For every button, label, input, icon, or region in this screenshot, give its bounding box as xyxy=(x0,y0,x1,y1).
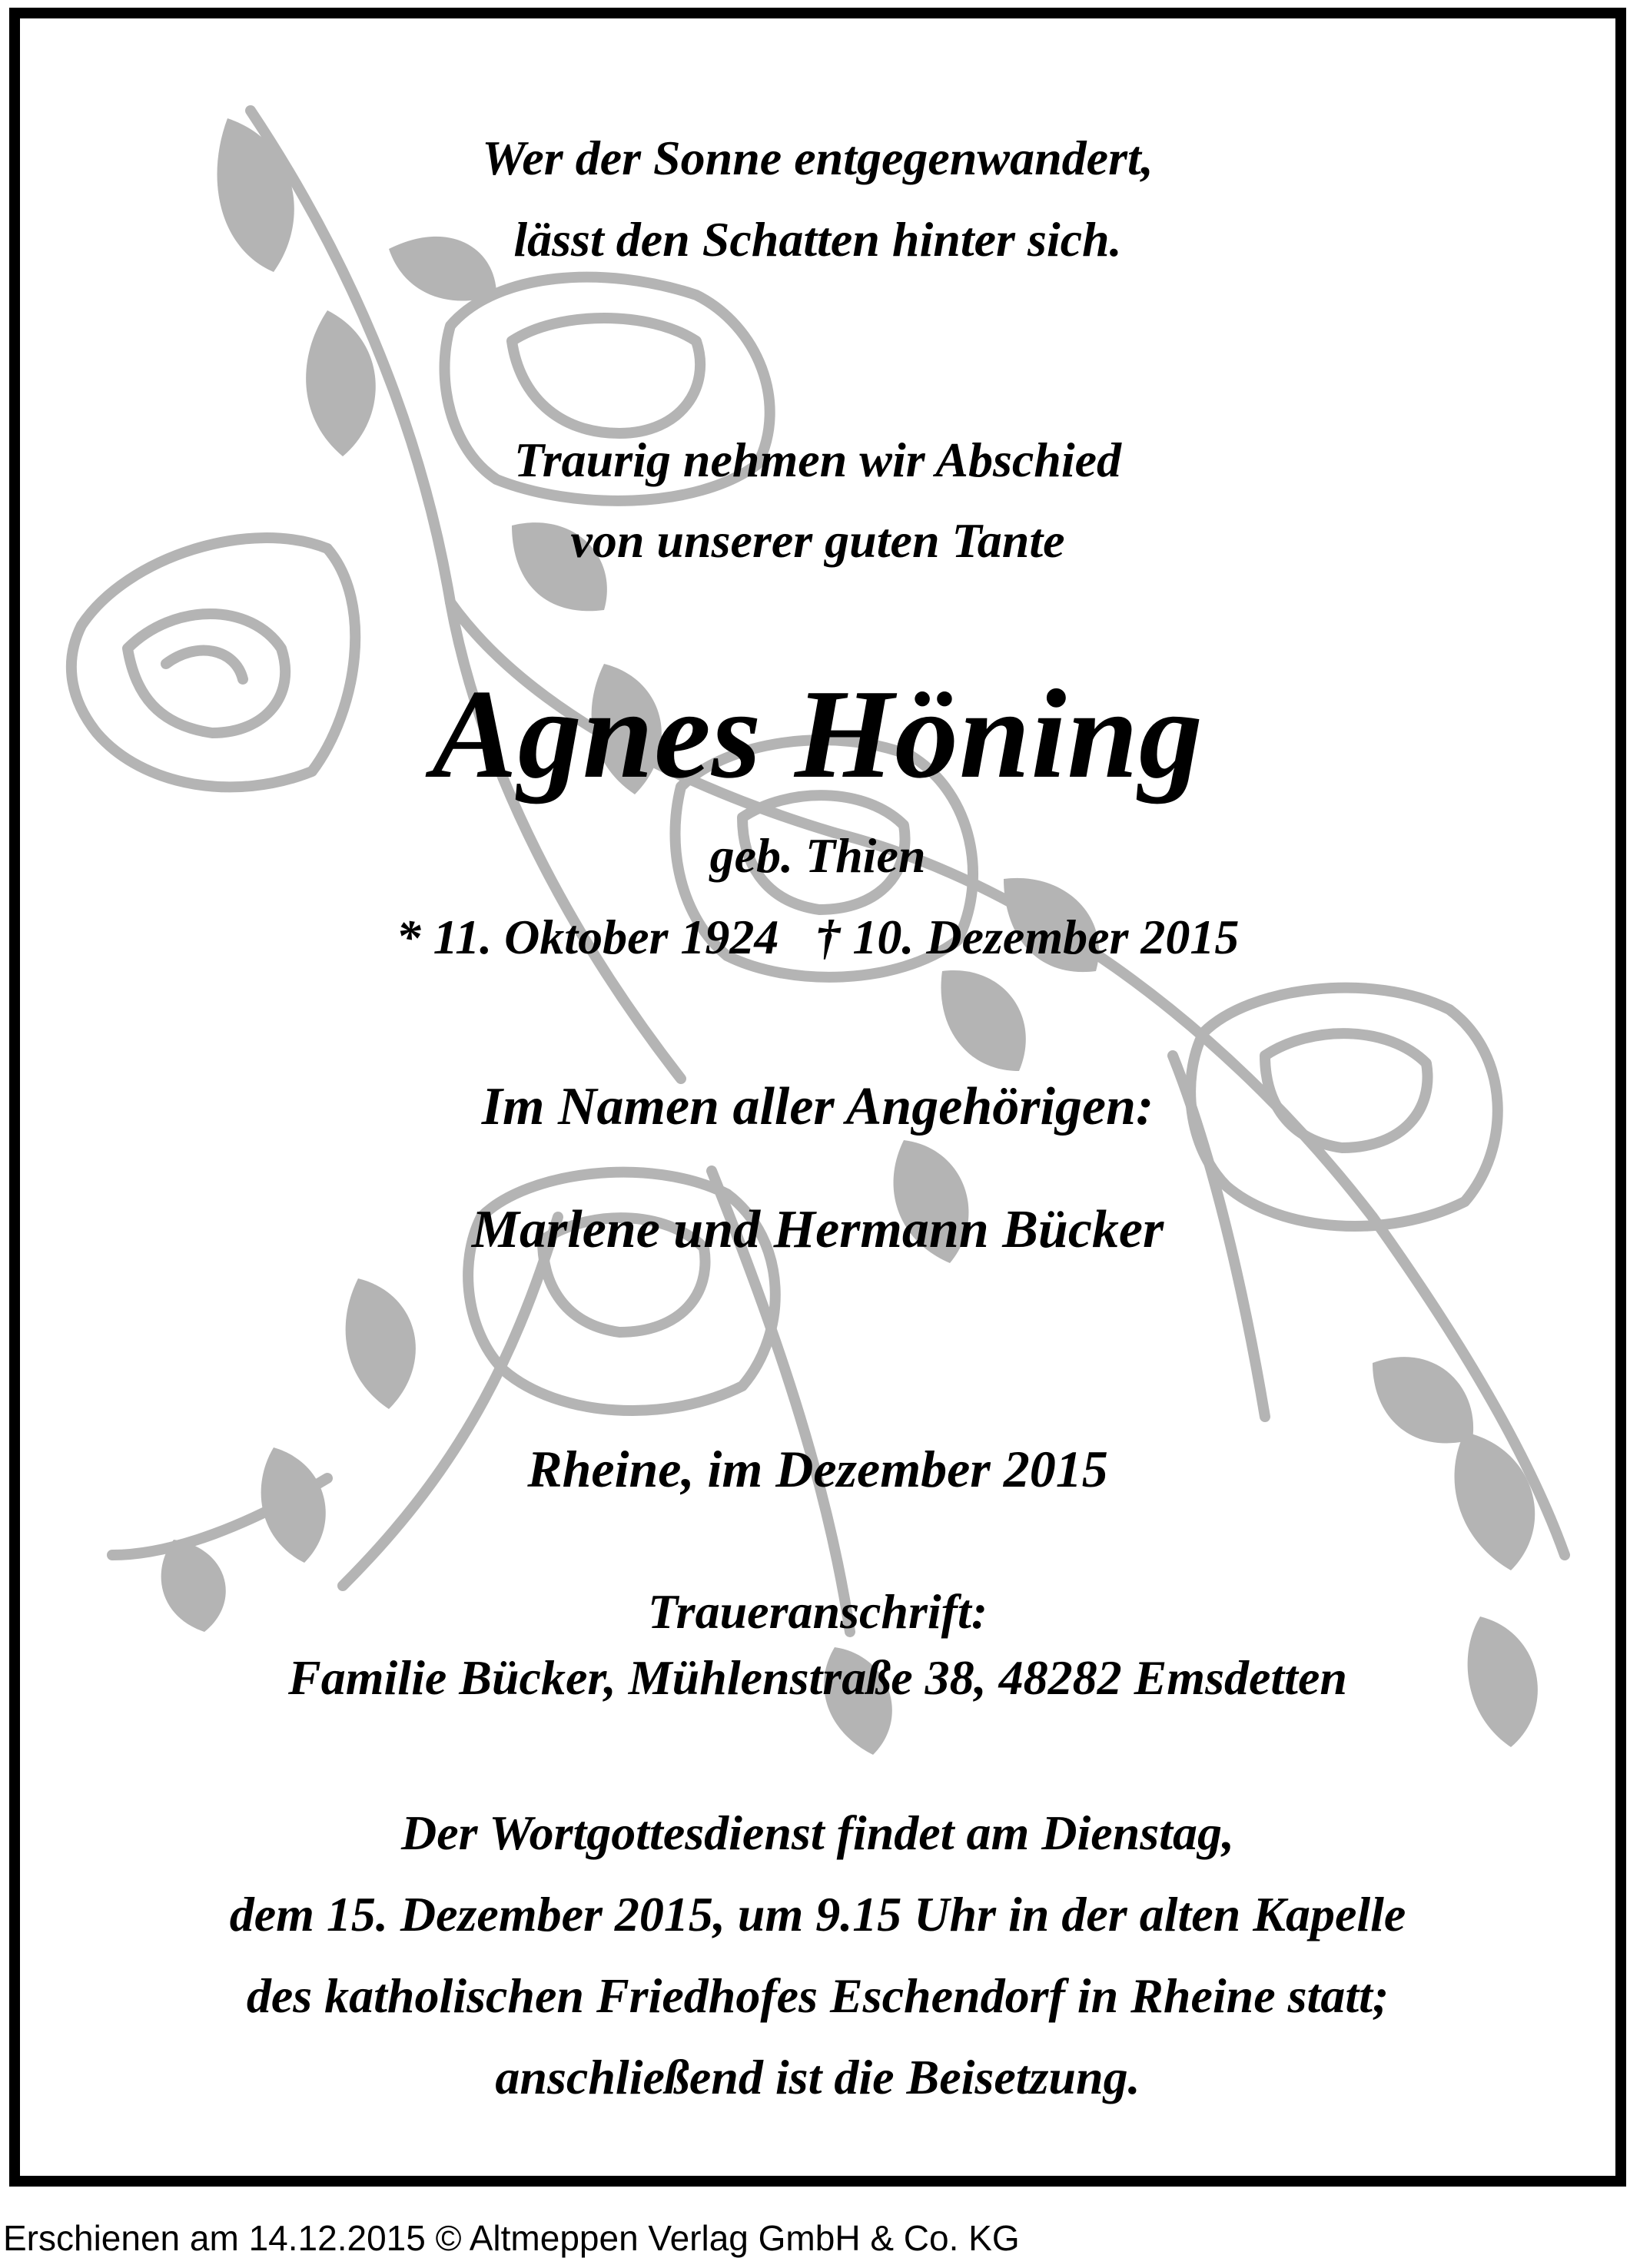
place-date: Rheine, im Dezember 2015 xyxy=(527,1440,1108,1498)
publication-footer: Erschienen am 14.12.2015 © Altmeppen Verlag GmbH & Co. KG xyxy=(3,2218,1020,2258)
motto-line-1: Wer der Sonne entgegenwandert, xyxy=(482,131,1154,185)
intro-line-2: von unserer guten Tante xyxy=(570,513,1065,568)
service-line-4: anschließend ist die Beisetzung. xyxy=(495,2050,1140,2104)
service-line-3: des katholischen Friedhofes Eschendorf in Rheine statt; xyxy=(246,1968,1389,2023)
obituary-frame xyxy=(9,8,1626,2187)
mourning-address: Familie Bücker, Mühlenstraße 38, 48282 Emsdetten xyxy=(288,1650,1347,1705)
mourners-names: Marlene und Hermann Bücker xyxy=(471,1200,1164,1259)
birth-name: geb. Thien xyxy=(709,828,926,883)
motto-line-2: lässt den Schatten hinter sich. xyxy=(513,212,1122,267)
service-line-2: dem 15. Dezember 2015, um 9.15 Uhr in der alten Kapelle xyxy=(229,1887,1406,1941)
address-label: Traueranschrift: xyxy=(647,1584,988,1639)
intro-line-1: Traurig nehmen wir Abschied xyxy=(513,433,1122,487)
on-behalf-heading: Im Namen aller Angehörigen: xyxy=(481,1077,1154,1136)
service-line-1: Der Wortgottesdienst findet am Dienstag, xyxy=(401,1805,1234,1860)
life-dates: * 11. Oktober 1924 † 10. Dezember 2015 xyxy=(396,910,1240,964)
deceased-name: Agnes Höning xyxy=(432,663,1203,804)
